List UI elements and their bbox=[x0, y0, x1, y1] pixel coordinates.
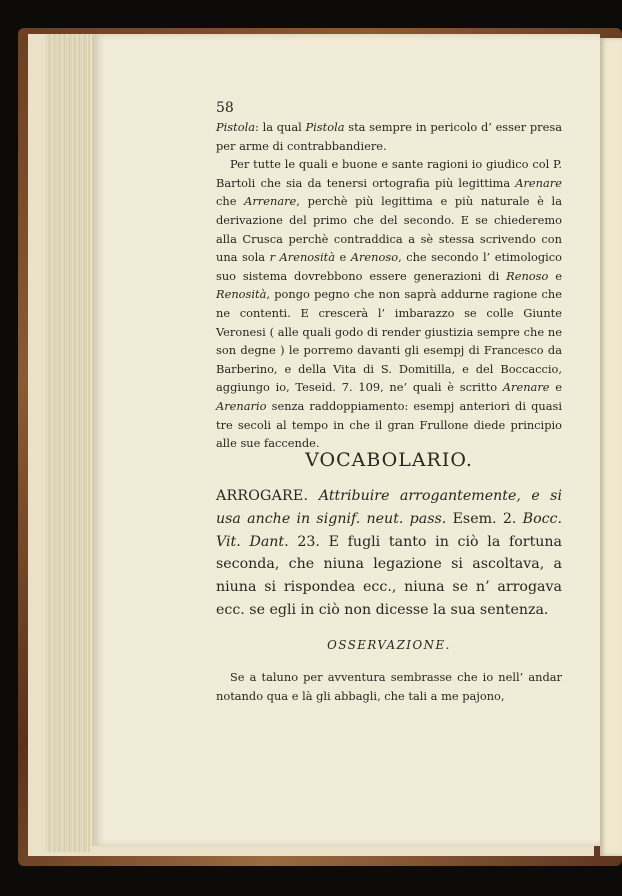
text-run: e bbox=[548, 268, 562, 283]
text-run: , pongo pegno che non saprà addurne ragione che ne contenti. E crescerà l’ imbarazzo se colle Giunte Veronesi ( alle quali godo di render giustizia sempre che ne son degne ) le porremo davanti gli esempj di Francesco da Barberino, e della Vita di S. Domitilla, e del Boccaccio, aggiungo io, Teseid. 7. 109, ne’ quali è scritto bbox=[216, 287, 562, 395]
text-run: , che secondo l’ etimologico suo sistema dovrebbono essere generazioni di bbox=[216, 250, 563, 283]
term-italic: Arenare bbox=[515, 175, 562, 190]
entry-source: Bocc. Vit. Dant. bbox=[216, 510, 563, 550]
text-run: , perchè più legittima e più naturale è la derivazione del primo che del secondo. E se chiederemo alla Crusca perchè contraddica a sè stessa scrivendo con una sola bbox=[216, 194, 562, 265]
prose-paragraph-1 bbox=[216, 118, 562, 155]
term-italic: r Arenosità bbox=[269, 250, 336, 265]
prose-body bbox=[216, 118, 562, 453]
term-italic: Renosità bbox=[216, 287, 267, 302]
term-italic: Arenario bbox=[216, 398, 267, 413]
dictionary-entry bbox=[216, 485, 562, 622]
term-italic: Pistola bbox=[216, 120, 256, 134]
prose-paragraph-2 bbox=[216, 155, 562, 453]
text-run: che bbox=[216, 194, 245, 209]
facing-page-edge bbox=[600, 38, 622, 856]
term-italic: Arenare bbox=[502, 380, 550, 395]
term-italic: Arrenare bbox=[244, 194, 297, 209]
text-run: e bbox=[335, 250, 351, 265]
text-run: : la qual bbox=[255, 120, 306, 134]
closing-paragraph: Se a taluno per avventura sembrasse che io nell’ andar notando qua e là gli abbagli, che tali a me pajono, bbox=[216, 670, 562, 703]
text-run: sta sempre in pericolo d’ esser presa per arme di contrabbandiere. bbox=[216, 120, 563, 153]
term-italic: Pistola bbox=[305, 120, 345, 134]
entry-definition: Attribuire arrogantemente, e si usa anche in signif. neut. pass. bbox=[216, 488, 562, 527]
text-run: Per tutte le quali e buone e sante ragioni io giudico col P. Bartoli che sia da tenersi ortografia più legittima bbox=[216, 157, 562, 190]
observation-heading: OSSERVAZIONE. bbox=[327, 638, 451, 652]
term-italic: Renoso bbox=[506, 268, 549, 283]
text-run: e bbox=[549, 380, 562, 395]
text-run: senza raddoppiamento: esempj anteriori di quasi tre secoli al tempo in che il gran Frullone diede principio alle sue faccende. bbox=[216, 398, 562, 451]
page-number: 58 bbox=[216, 100, 234, 116]
entry-headword: ARROGARE. bbox=[216, 488, 319, 504]
entry-example-label: Esem. 2. bbox=[446, 510, 523, 527]
page-edges bbox=[46, 34, 90, 852]
section-heading: VOCABOLARIO. bbox=[305, 449, 473, 471]
term-italic: Arenoso bbox=[350, 250, 399, 265]
entry-quotation: 23. E fugli tanto in ciò la fortuna seconda, che niuna legazione si ascoltava, a niuna si rispondea ecc., niuna se n’ arrogava ecc. se egli in ciò non dicesse la sua sentenza. bbox=[216, 533, 562, 618]
